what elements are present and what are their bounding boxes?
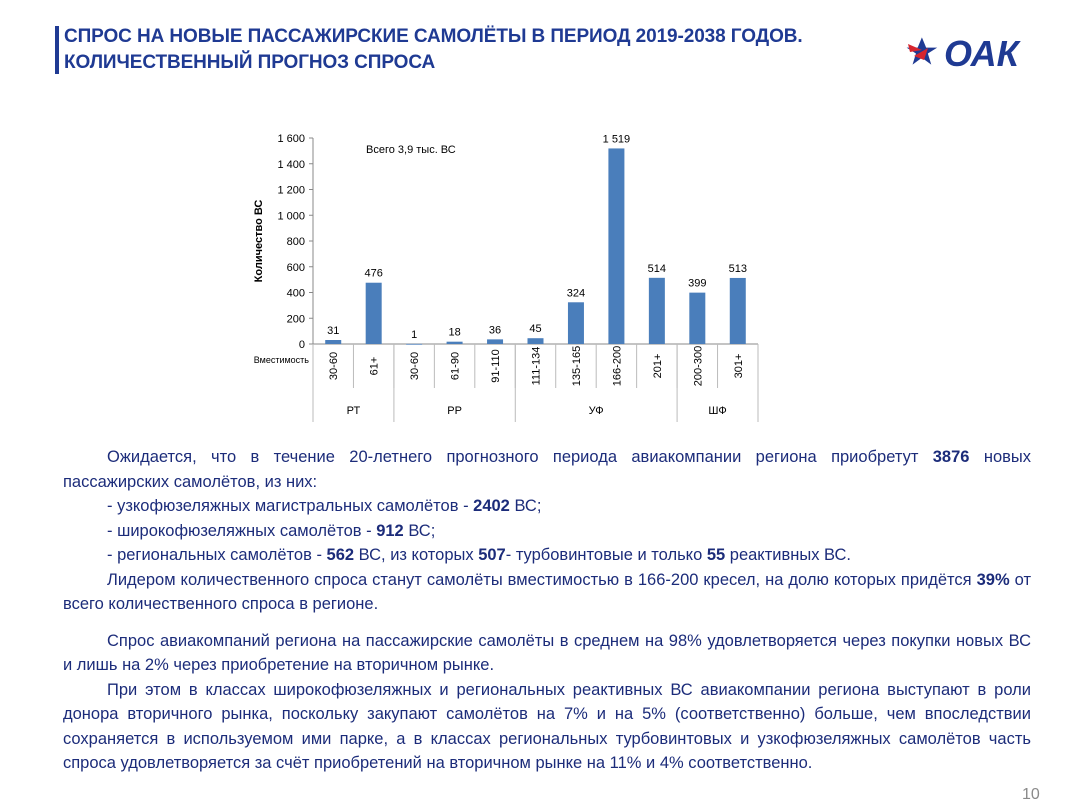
demand-bar-chart <box>240 128 800 426</box>
paragraph-forecast: Ожидается, что в течение 20-летнего прогнозного периода авиакомпании региона приобретут 3876 новых пассажирских самолётов, из них: <box>63 448 1031 491</box>
list-item-narrowbody: - узкофюзеляжных магистральных самолётов - 2402 ВС; <box>107 497 542 515</box>
page-title-line-2: КОЛИЧЕСТВЕННЫЙ ПРОГНОЗ СПРОСА <box>64 52 436 73</box>
category-label: 30-60 <box>328 351 341 381</box>
category-label: 135-165 <box>570 345 583 387</box>
data-label: 1 <box>411 328 418 341</box>
data-label: 476 <box>364 267 383 280</box>
uac-logo <box>904 30 1064 74</box>
category-label: 61+ <box>368 356 381 376</box>
y-tick-label: 1 600 <box>277 133 305 145</box>
data-label: 31 <box>327 325 340 338</box>
category-label: 301+ <box>732 353 745 379</box>
body-text <box>63 445 1031 776</box>
data-label: 514 <box>647 262 667 275</box>
group-label: РТ <box>346 405 361 417</box>
y-axis-title: Количество ВС <box>253 199 265 283</box>
y-tick-label: 1 000 <box>277 210 305 223</box>
category-label: 166-200 <box>611 345 624 387</box>
category-label: 201+ <box>651 353 664 379</box>
category-label: 111-134 <box>530 346 543 386</box>
data-label: 324 <box>566 287 586 300</box>
page-number: 10 <box>1022 786 1040 803</box>
bar <box>568 302 584 344</box>
data-label: 18 <box>448 326 461 339</box>
y-tick-label: 600 <box>286 261 305 274</box>
y-tick-label: 1 200 <box>277 184 305 197</box>
y-tick-label: 800 <box>286 236 305 248</box>
y-tick-label: 0 <box>298 339 305 351</box>
data-label: 399 <box>688 277 707 290</box>
category-label: 200-300 <box>692 345 705 387</box>
paragraph-secondary-market: При этом в классах широкофюзеляжных и региональных реактивных ВС авиакомпании региона выступают в роли донора вторичного рынка, поскольку закупают самолётов на 7% и на 5% (соответственно) больше, чем впоследствии сохраняется в используемом ими парке, а в классах региональных турбовинтовых и узкофюзеляжных самолётов часть спроса удовлетворяется за счёт приобретений на вторичном рынке на 11% и 4% соответственно. <box>63 680 1031 772</box>
paragraph-leader: Лидером количественного спроса станут самолёты вместимостью в 166-200 кресел, на долю которых придётся 39% от всего количественного спроса в регионе. <box>63 570 1031 613</box>
star-icon <box>907 37 938 64</box>
bar <box>366 283 382 344</box>
y-tick-label: 400 <box>286 287 305 300</box>
list-item-widebody: - широкофюзеляжных самолётов - 912 ВС; <box>107 521 436 540</box>
bar <box>528 338 544 344</box>
bar <box>487 339 503 344</box>
data-label: 1 519 <box>602 133 631 146</box>
list-item-regional: - региональных самолётов - 562 ВС, из которых 507- турбовинтовые и только 55 реактивных ВС. <box>107 546 852 564</box>
group-label: УФ <box>588 405 604 417</box>
data-label: 36 <box>488 324 502 337</box>
category-label: 61-90 <box>449 351 462 381</box>
bar <box>730 278 746 344</box>
group-label: РР <box>447 405 462 417</box>
paragraph-new-vs-secondary: Спрос авиакомпаний региона на пассажирские самолёты в среднем на 98% удовлетворяется через покупки новых ВС и лишь на 2% через приобретение на вторичном рынке. <box>63 631 1031 674</box>
group-label: ШФ <box>708 405 727 417</box>
bar <box>325 340 341 344</box>
capacity-row-label: Вместимость <box>253 355 309 365</box>
bar <box>689 293 705 344</box>
bar <box>447 342 463 344</box>
title-accent-bar <box>55 26 59 74</box>
bar <box>649 278 665 344</box>
total-annotation: Всего 3,9 тыс. ВС <box>366 144 456 156</box>
logo-text: ОАК <box>944 33 1019 74</box>
page-title-line-1: СПРОС НА НОВЫЕ ПАССАЖИРСКИЕ САМОЛЁТЫ В ПЕРИОД 2019-2038 ГОДОВ. <box>64 26 803 47</box>
bar <box>608 148 624 344</box>
y-tick-label: 1 400 <box>277 158 305 171</box>
bar <box>406 344 422 345</box>
category-label: 91-110 <box>490 349 503 383</box>
y-tick-label: 200 <box>286 313 305 326</box>
category-label: 30-60 <box>409 351 422 381</box>
data-label: 45 <box>529 323 542 336</box>
page-title <box>64 24 803 76</box>
data-label: 513 <box>728 262 747 275</box>
